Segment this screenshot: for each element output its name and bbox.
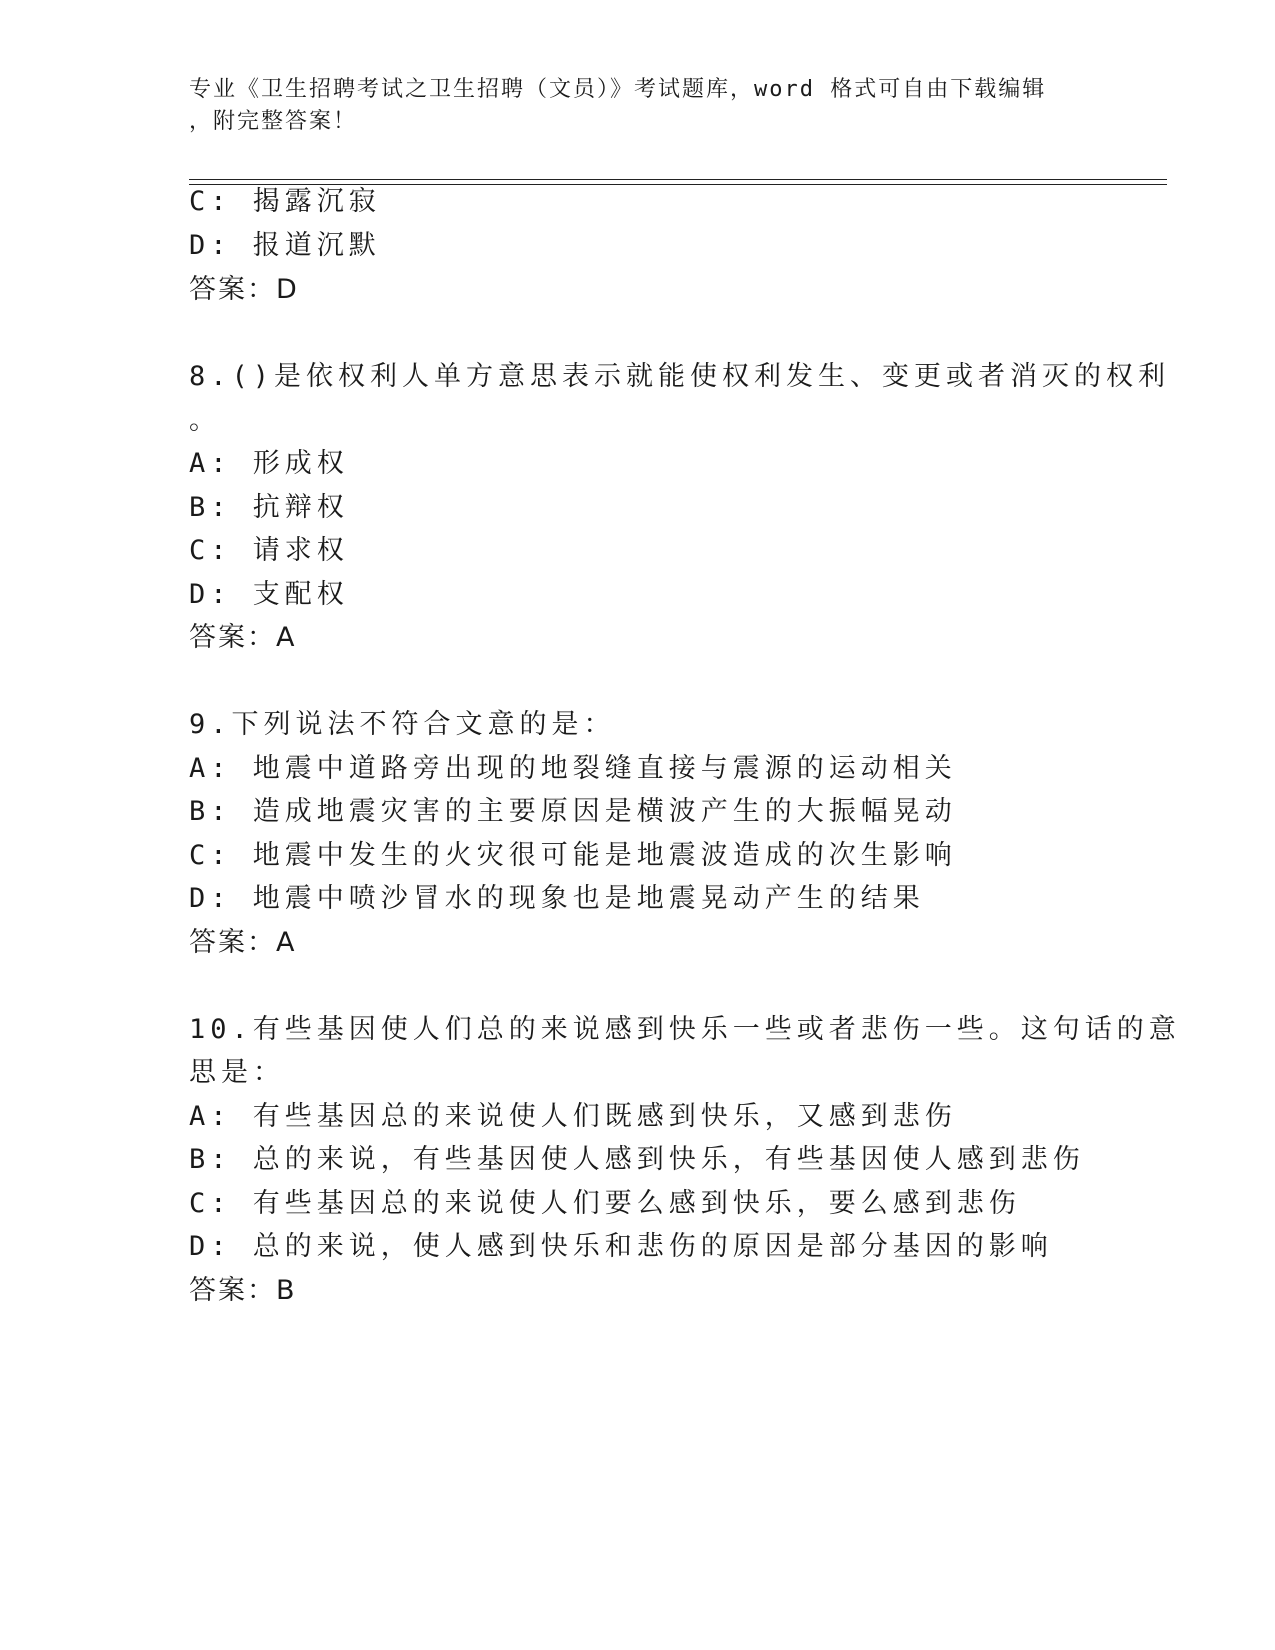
q8-option-c: C: 请求权 bbox=[189, 535, 349, 566]
q8-option-a: A: 形成权 bbox=[189, 448, 349, 479]
q9-option-a: A: 地震中道路旁出现的地裂缝直接与震源的运动相关 bbox=[189, 753, 957, 784]
prev-option-c: C: 揭露沉寂 bbox=[189, 186, 381, 217]
q8-answer: 答案：A bbox=[189, 622, 297, 653]
header-line-2: ，附完整答案！ bbox=[189, 109, 358, 134]
q8-option-b: B: 抗辩权 bbox=[189, 492, 349, 523]
q10-option-c: C: 有些基因总的来说使人们要么感到快乐，要么感到悲伤 bbox=[189, 1188, 1021, 1219]
q9-option-b: B: 造成地震灾害的主要原因是横波产生的大振幅晃动 bbox=[189, 796, 957, 827]
q8-option-d: D: 支配权 bbox=[189, 579, 349, 610]
q8-text-line-1: 8.()是依权利人单方意思表示就能使权利发生、变更或者消灭的权利 bbox=[189, 361, 1171, 392]
q10-text-line-2: 思是： bbox=[189, 1057, 285, 1088]
header-line-1: 专业《卫生招聘考试之卫生招聘（文员）》考试题库，word 格式可自由下载编辑 bbox=[189, 77, 1047, 102]
q9-option-c: C: 地震中发生的火灾很可能是地震波造成的次生影响 bbox=[189, 840, 957, 871]
header-divider-top bbox=[189, 179, 1167, 180]
q9-option-d: D: 地震中喷沙冒水的现象也是地震晃动产生的结果 bbox=[189, 883, 925, 914]
q10-option-d: D: 总的来说，使人感到快乐和悲伤的原因是部分基因的影响 bbox=[189, 1231, 1053, 1262]
q10-option-b: B: 总的来说，有些基因使人感到快乐，有些基因使人感到悲伤 bbox=[189, 1144, 1085, 1175]
prev-answer: 答案：D bbox=[189, 274, 299, 305]
prev-option-d: D: 报道沉默 bbox=[189, 230, 381, 261]
q9-answer: 答案：A bbox=[189, 927, 297, 958]
q10-text-line-1: 10.有些基因使人们总的来说感到快乐一些或者悲伤一些。这句话的意 bbox=[189, 1014, 1181, 1045]
q8-text-line-2: 。 bbox=[189, 405, 221, 436]
q9-text-line-1: 9.下列说法不符合文意的是： bbox=[189, 709, 616, 740]
q10-option-a: A: 有些基因总的来说使人们既感到快乐，又感到悲伤 bbox=[189, 1101, 957, 1132]
document-header bbox=[189, 74, 1089, 138]
q10-answer: 答案：B bbox=[189, 1275, 297, 1306]
